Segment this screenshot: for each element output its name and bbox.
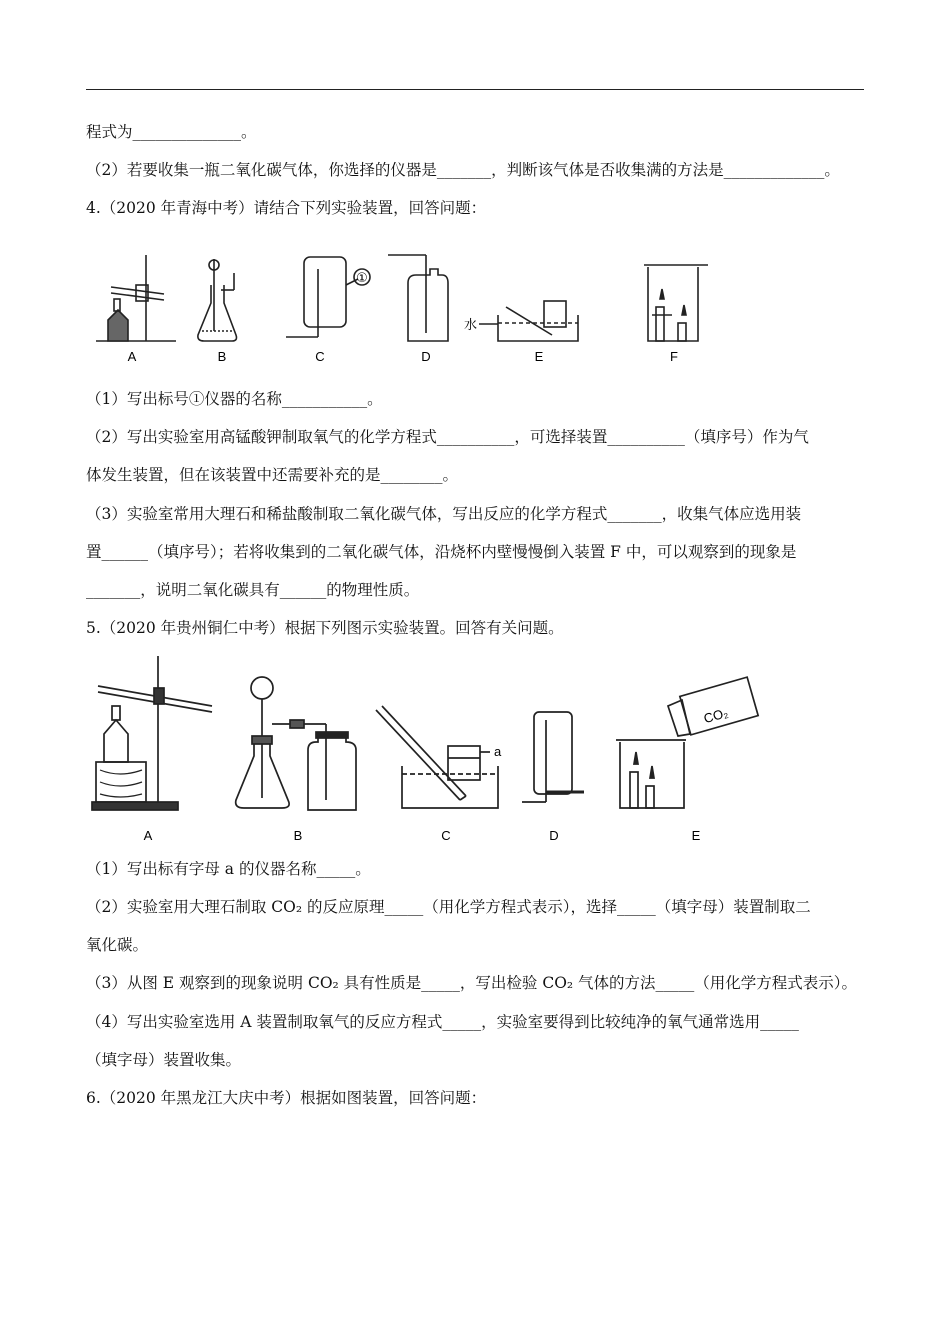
text-line: （2）若要收集一瓶二氧化碳气体，你选择的仪器是_______，判断该气体是否收集满的方法是_____________。: [86, 161, 840, 179]
apparatus-a: [92, 656, 212, 810]
text-line: （3）从图 E 观察到的现象说明 CO₂ 具有性质是_____，写出检验 CO₂ 气体的方法_____（用化学方程式表示）。: [86, 974, 858, 992]
apparatus-f: [644, 265, 708, 341]
apparatus-e: [616, 677, 758, 808]
figure-bottle-label: CO₂: [701, 704, 730, 727]
figure-marker-a: a: [494, 744, 502, 759]
figure-label-e: E: [534, 349, 544, 364]
apparatus-c: [376, 706, 498, 808]
text-line: 置______（填序号）；若将收集到的二氧化碳气体，沿烧杯内壁慢慢倒入装置 F 中，可以观察到的现象是: [86, 543, 797, 561]
text-line: （3）实验室常用大理石和稀盐酸制取二氧化碳气体，写出反应的化学方程式_______，收集气体应选用装: [86, 505, 802, 523]
figure-q4-apparatus: [86, 245, 726, 367]
text-line: 程式为______________。: [86, 123, 257, 141]
text-line: （1）写出标有字母 a 的仪器名称_____。: [86, 860, 371, 878]
text-line: （4）写出实验室选用 A 装置制取氧气的反应方程式_____，实验室要得到比较纯净的氧气通常选用_____: [86, 1013, 799, 1031]
figure-water-label: 水: [463, 317, 477, 332]
text-line: （填字母）装置收集。: [86, 1051, 242, 1069]
figure-label-b: B: [293, 828, 303, 843]
text-line: （2）写出实验室用高锰酸钾制取氧气的化学方程式__________，可选择装置__________（填序号）作为气: [86, 428, 809, 446]
header-rule: [86, 89, 864, 90]
apparatus-b: [198, 259, 237, 341]
figure-label-c: C: [315, 349, 325, 364]
apparatus-a: [96, 255, 176, 341]
question-4-heading: 4.（2020 年青海中考）请结合下列实验装置，回答问题：: [86, 199, 487, 217]
text-line: _______，说明二氧化碳具有______的物理性质。: [86, 581, 420, 599]
figure-label-c: C: [441, 828, 451, 843]
apparatus-d: [522, 712, 584, 802]
apparatus-d: [388, 255, 448, 341]
figure-label-a: A: [143, 828, 153, 843]
text-line: 氧化碳。: [86, 936, 149, 954]
figure-label-b: B: [217, 349, 227, 364]
apparatus-e: [479, 301, 578, 341]
apparatus-c: [286, 257, 370, 337]
text-line: （2）实验室用大理石制取 CO₂ 的反应原理_____（用化学方程式表示），选择_____（填字母）装置制取二: [86, 898, 811, 916]
question-5-heading: 5.（2020 年贵州铜仁中考）根据下列图示实验装置。回答有关问题。: [86, 619, 564, 637]
apparatus-b: [236, 677, 356, 810]
figure-q5-apparatus: [86, 650, 766, 848]
figure-marker-1: ①: [356, 270, 368, 285]
text-line: 体发生装置，但在该装置中还需要补充的是________。: [86, 466, 459, 484]
question-6-heading: 6.（2020 年黑龙江大庆中考）根据如图装置，回答问题：: [86, 1089, 487, 1107]
text-line: （1）写出标号①仪器的名称___________。: [86, 390, 383, 408]
figure-label-d: D: [421, 349, 431, 364]
figure-label-f: F: [670, 349, 678, 364]
figure-label-d: D: [549, 828, 559, 843]
figure-label-a: A: [127, 349, 137, 364]
figure-label-e: E: [691, 828, 701, 843]
